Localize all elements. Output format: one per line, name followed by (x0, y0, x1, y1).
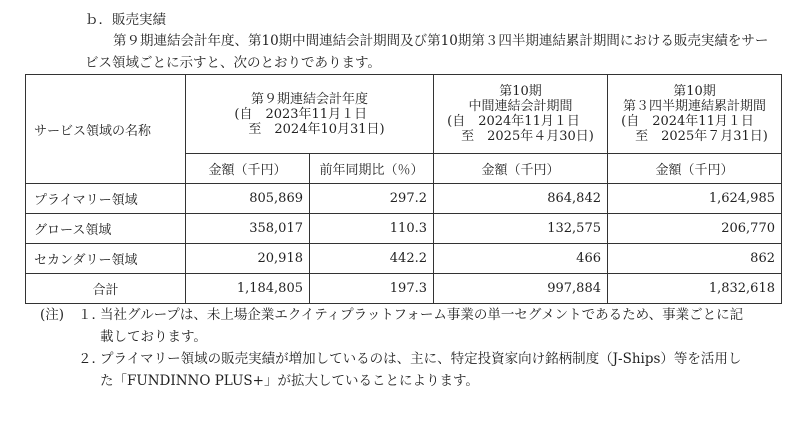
note-2-number: ２． (78, 351, 105, 367)
table-row (26, 244, 782, 274)
total-h1-amount: 997,884 (434, 274, 608, 304)
q3-period (621, 114, 768, 144)
total-row (26, 274, 782, 304)
table-row (26, 214, 782, 244)
fy9-title: 第９期連結会計年度 (250, 91, 368, 107)
q3-title-1: 第10期 (673, 84, 716, 99)
total-label: 合計 (26, 274, 186, 304)
corner-header: サービス領域の名称 (26, 75, 186, 184)
h1-period (447, 114, 594, 144)
q3-title-2: 第３四半期連結累計期間 (622, 99, 766, 114)
notes (40, 304, 785, 392)
q3-amount: 1,624,985 (608, 184, 782, 214)
q3-amount: 206,770 (608, 214, 782, 244)
h1-title-1: 第10期 (499, 84, 542, 99)
q3-period-from: (自 2024年11月１日 (621, 114, 754, 129)
fy9-amount: 358,017 (186, 214, 310, 244)
sales-table (25, 74, 782, 304)
q3-amount: 862 (608, 244, 782, 274)
note-1-line-2: 載しております。 (100, 329, 207, 345)
intro-line-2: ビス領域ごとに示すと、次のとおりであります。 (85, 55, 381, 71)
h1-title-2: 中間連結会計期間 (468, 99, 573, 114)
h1-amount: 466 (434, 244, 608, 274)
note-1-line-1: 当社グループは、未上場企業エクイティプラットフォーム事業の単一セグメントであるため、事業ごとに記 (100, 307, 744, 323)
total-fy9-amount: 1,184,805 (186, 274, 310, 304)
section-heading: ｂ．販売実績 (85, 12, 166, 28)
note-2 (40, 348, 785, 392)
h1-header (434, 75, 608, 154)
fy9-amount: 805,869 (186, 184, 310, 214)
note-1 (40, 304, 785, 348)
fy9-period (234, 107, 384, 137)
intro-line-1: 第９期連結会計年度、第10期中間連結会計期間及び第10期第３四半期連結累計期間における販売実績をサー (113, 33, 769, 49)
note-2-line-1: プライマリー領域の販売実績が増加しているのは、主に、特定投資家向け銘柄制度（J-Ships）等を活用し (100, 351, 742, 367)
h1-amount: 132,575 (434, 214, 608, 244)
fy9-yoy: 297.2 (310, 184, 434, 214)
notes-label: (注) (40, 307, 65, 323)
fy9-period-to: 至 2024年10月31日) (248, 121, 385, 137)
fy9-period-from: (自 2023年11月１日 (234, 106, 368, 122)
note-2-line-2: た「FUNDINNO PLUS+」が拡大していることによります。 (100, 373, 479, 389)
fy9-amount: 20,918 (186, 244, 310, 274)
fy9-yoy: 442.2 (310, 244, 434, 274)
row-name: プライマリー領域 (26, 184, 186, 214)
table-row (26, 184, 782, 214)
h1-period-to: 至 2025年４月30日) (461, 129, 594, 144)
row-name: グロース領域 (26, 214, 186, 244)
row-name: セカンダリー領域 (26, 244, 186, 274)
h1-amount: 864,842 (434, 184, 608, 214)
h1-amount-header: 金額（千円） (434, 154, 608, 184)
fy9-yoy-header: 前年同期比（％） (310, 154, 434, 184)
h1-period-from: (自 2024年11月１日 (447, 114, 580, 129)
intro-paragraph (85, 30, 785, 74)
fy9-header (186, 75, 434, 154)
note-1-number: １． (78, 307, 105, 323)
fy9-amount-header: 金額（千円） (186, 154, 310, 184)
q3-period-to: 至 2025年７月31日) (635, 129, 768, 144)
fy9-yoy: 110.3 (310, 214, 434, 244)
total-q3-amount: 1,832,618 (608, 274, 782, 304)
q3-header (608, 75, 782, 154)
q3-amount-header: 金額（千円） (608, 154, 782, 184)
total-fy9-yoy: 197.3 (310, 274, 434, 304)
